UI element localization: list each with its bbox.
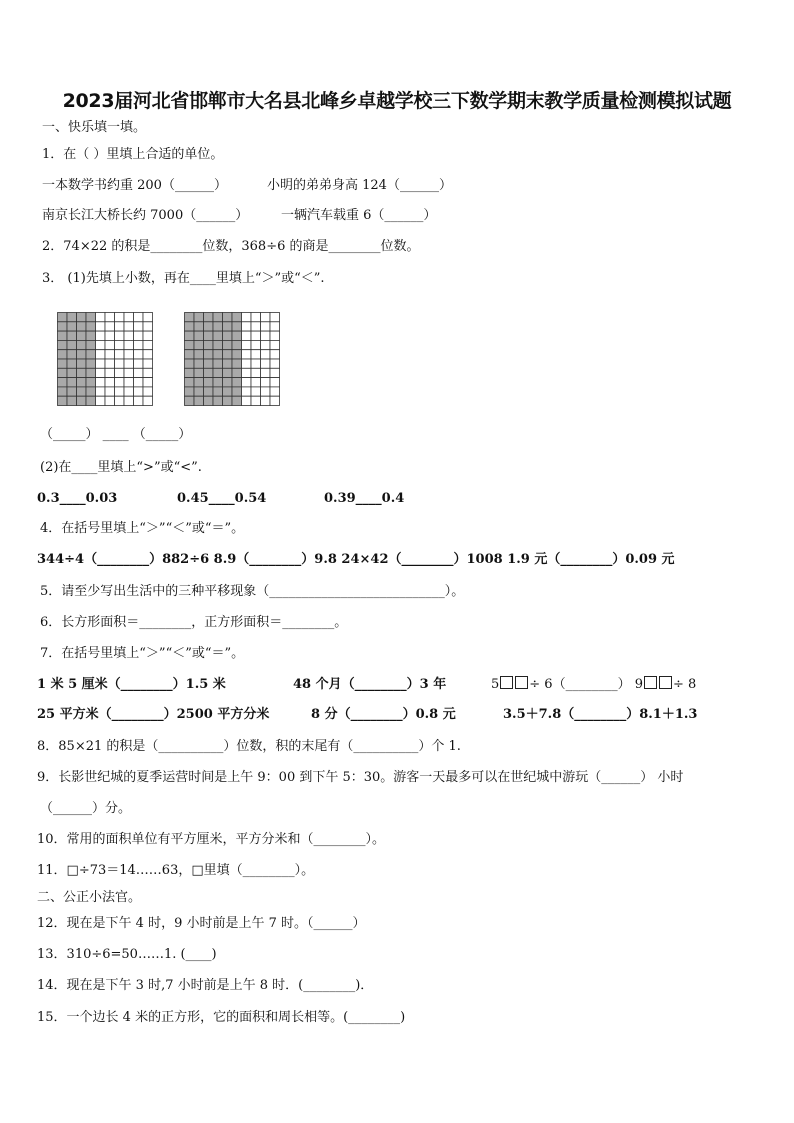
grid-cell (270, 340, 280, 349)
shaded-cell (58, 396, 68, 405)
shaded-cell (67, 378, 77, 387)
shaded-cell (204, 322, 214, 331)
shaded-cell (58, 387, 68, 396)
shaded-cell (67, 396, 77, 405)
shaded-cell (232, 313, 242, 322)
q7-dividend-prefix: 5 (491, 677, 500, 692)
grid-cell (115, 331, 125, 340)
grid-cell (124, 322, 134, 331)
shaded-cell (213, 350, 223, 359)
shaded-cell (194, 340, 204, 349)
shaded-cell (185, 340, 195, 349)
grid-cell (96, 396, 106, 405)
shaded-cell (232, 368, 242, 377)
grid-cell (242, 368, 252, 377)
shaded-cell (67, 387, 77, 396)
shaded-cell (185, 331, 195, 340)
grid-cell (261, 340, 271, 349)
grid-cell (105, 396, 115, 405)
shaded-cell (194, 387, 204, 396)
question-14: 14．现在是下午 3 时,7 小时前是上午 8 时．(________)． (37, 978, 374, 993)
shaded-cell (58, 340, 68, 349)
section-heading-1: 一、快乐填一填。 (42, 120, 147, 135)
question-5: 5．请至少写出生活中的三种平移现象（___________________________）。 (40, 584, 465, 599)
shaded-cell (213, 313, 223, 322)
question-7-item-3 (491, 676, 696, 694)
grid-cell (96, 331, 106, 340)
shaded-cell (86, 340, 96, 349)
grid-cell (270, 313, 280, 322)
shaded-cell (185, 387, 195, 396)
grid-cell (270, 331, 280, 340)
shaded-cell (204, 331, 214, 340)
shaded-cell (223, 359, 233, 368)
question-4: 4．在括号里填上“＞”“＜”或“＝”。 (40, 521, 245, 536)
question-7-item-2: 48 个月（________）3 年 (293, 677, 447, 692)
shaded-cell (58, 368, 68, 377)
grid-cell (134, 313, 144, 322)
grid-cell (270, 396, 280, 405)
shaded-cell (77, 359, 87, 368)
shaded-cell (77, 340, 87, 349)
grid-cell (134, 322, 144, 331)
shaded-cell (194, 359, 204, 368)
shaded-cell (185, 322, 195, 331)
shaded-cell (86, 313, 96, 322)
shaded-cell (232, 322, 242, 331)
shaded-cell (223, 396, 233, 405)
shaded-cell (77, 313, 87, 322)
grid-cell (261, 322, 271, 331)
shaded-cell (223, 378, 233, 387)
shaded-cell (194, 396, 204, 405)
shaded-cell (58, 359, 68, 368)
shaded-cell (86, 359, 96, 368)
shaded-cell (232, 378, 242, 387)
grid-cell (270, 359, 280, 368)
grid-cell (242, 359, 252, 368)
question-3-answer-blanks: （_____） ____ （_____） (40, 427, 192, 442)
blank-box-icon (500, 676, 513, 689)
grid-cell (96, 350, 106, 359)
grid-cell (134, 350, 144, 359)
grid-cell (242, 322, 252, 331)
shaded-cell (204, 387, 214, 396)
grid-cell (105, 313, 115, 322)
grid-cell (96, 313, 106, 322)
grid-cell (124, 313, 134, 322)
grid-cell (124, 378, 134, 387)
grid-cell (270, 368, 280, 377)
grid-cell (270, 350, 280, 359)
shaded-cell (194, 331, 204, 340)
grid-cell (134, 368, 144, 377)
grid-cell (105, 340, 115, 349)
grid-cell (251, 368, 261, 377)
shaded-cell (232, 340, 242, 349)
shaded-cell (77, 396, 87, 405)
grid-cell (96, 368, 106, 377)
question-7-item-1: 1 米 5 厘米（________）1.5 米 (37, 677, 226, 692)
shaded-cell (223, 350, 233, 359)
question-7-item-6: 3.5＋7.8（________）8.1＋1.3 (503, 707, 698, 722)
question-3-part-2: (2)在____里填上“>”或“<”. (40, 460, 202, 475)
question-4-items: 344÷4（________）882÷6 8.9（________）9.8 24×42（________）1008 1.9 元（________）0.09 元 (37, 552, 675, 567)
grid-cell (143, 368, 153, 377)
blank-box-icon (659, 676, 672, 689)
shaded-cell (86, 331, 96, 340)
shaded-cell (185, 396, 195, 405)
shaded-cell (86, 350, 96, 359)
shaded-cell (58, 378, 68, 387)
grid-cell (115, 396, 125, 405)
grid-cell (105, 322, 115, 331)
grid-cell (105, 359, 115, 368)
shaded-cell (67, 331, 77, 340)
shaded-cell (232, 350, 242, 359)
shaded-cell (67, 313, 77, 322)
shaded-cell (77, 368, 87, 377)
grid-cell (115, 313, 125, 322)
grid-cell (270, 387, 280, 396)
question-12: 12．现在是下午 4 时，9 小时前是上午 7 时。（______） (37, 916, 366, 931)
grid-cell (96, 322, 106, 331)
shaded-cell (204, 378, 214, 387)
grid-cell (242, 396, 252, 405)
grid-cell (134, 359, 144, 368)
shaded-cell (194, 378, 204, 387)
question-6: 6．长方形面积＝________，正方形面积＝________。 (40, 615, 348, 630)
grid-cell (115, 322, 125, 331)
grid-cell (261, 387, 271, 396)
question-2: 2．74×22 的积是________位数，368÷6 的商是________位数。 (42, 239, 420, 254)
grid-cell (251, 396, 261, 405)
shaded-cell (213, 387, 223, 396)
shaded-cell (194, 313, 204, 322)
shaded-cell (213, 378, 223, 387)
grid-cell (134, 331, 144, 340)
question-3-compare-1: 0.3____0.03 (37, 491, 118, 506)
grid-cell (134, 387, 144, 396)
shaded-cell (194, 322, 204, 331)
grid-cell (134, 378, 144, 387)
question-1-item-c: 南京长江大桥长约 7000（______） (42, 208, 249, 223)
grid-cell (124, 396, 134, 405)
grid-cell (115, 378, 125, 387)
hundred-grid-left (57, 312, 153, 406)
grid-cell (96, 378, 106, 387)
grid-cell (143, 340, 153, 349)
grid-cell (105, 387, 115, 396)
shaded-cell (213, 331, 223, 340)
shaded-cell (223, 322, 233, 331)
shaded-cell (204, 368, 214, 377)
grid-cell (251, 322, 261, 331)
question-7: 7．在括号里填上“＞”“＜”或“＝”。 (40, 646, 245, 661)
shaded-cell (86, 378, 96, 387)
grid-cell (242, 331, 252, 340)
grid-cell (96, 340, 106, 349)
grid-cell (124, 331, 134, 340)
shaded-cell (204, 313, 214, 322)
shaded-cell (223, 387, 233, 396)
grid-cell (143, 387, 153, 396)
grid-cell (261, 350, 271, 359)
grid-cell (124, 359, 134, 368)
grid-cell (143, 322, 153, 331)
question-7-item-4: 25 平方米（________）2500 平方分米 (37, 707, 270, 722)
grid-cell (124, 368, 134, 377)
question-9-line-2: （______）分。 (40, 801, 132, 816)
shaded-cell (213, 340, 223, 349)
blank-box-icon (644, 676, 657, 689)
shaded-cell (77, 378, 87, 387)
shaded-cell (77, 322, 87, 331)
shaded-cell (185, 350, 195, 359)
question-13: 13．310÷6=50……1. (____) (37, 947, 217, 962)
q7-divisor-suffix: ÷ 8 (672, 677, 697, 692)
grid-cell (115, 350, 125, 359)
grid-cell (143, 359, 153, 368)
grid-cell (134, 340, 144, 349)
shaded-cell (67, 350, 77, 359)
question-1-item-b: 小明的弟弟身高 124（______） (267, 178, 452, 193)
shaded-cell (232, 359, 242, 368)
grid-cell (261, 331, 271, 340)
page-title: 2023届河北省邯郸市大名县北峰乡卓越学校三下数学期末教学质量检测模拟试题 (62, 90, 732, 112)
shaded-cell (86, 387, 96, 396)
shaded-cell (67, 322, 77, 331)
shaded-cell (204, 396, 214, 405)
shaded-cell (194, 350, 204, 359)
grid-cell (270, 378, 280, 387)
grid-cell (124, 340, 134, 349)
grid-cell (105, 331, 115, 340)
question-11: 11．□÷73＝14……63，□里填（________）。 (37, 863, 315, 878)
question-15: 15．一个边长 4 米的正方形，它的面积和周长相等。(________) (37, 1010, 406, 1025)
q7-middle: ÷ 6（________） 9 (529, 677, 643, 692)
shaded-cell (77, 331, 87, 340)
grid-cell (251, 359, 261, 368)
shaded-cell (77, 387, 87, 396)
shaded-cell (58, 350, 68, 359)
question-1: 1．在（ ）里填上合适的单位。 (42, 147, 224, 162)
grid-cell (242, 340, 252, 349)
shaded-cell (67, 368, 77, 377)
grid-cell (105, 350, 115, 359)
grid-cell (261, 396, 271, 405)
question-3-compare-3: 0.39____0.4 (324, 491, 405, 506)
grid-cell (242, 387, 252, 396)
grid-cell (261, 378, 271, 387)
shaded-cell (58, 322, 68, 331)
question-7-item-5: 8 分（________）0.8 元 (311, 707, 456, 722)
grid-cell (242, 350, 252, 359)
shaded-cell (67, 340, 77, 349)
shaded-cell (204, 350, 214, 359)
grid-cell (251, 387, 261, 396)
grid-cell (105, 378, 115, 387)
grid-cell (105, 368, 115, 377)
shaded-cell (86, 368, 96, 377)
shaded-cell (213, 359, 223, 368)
grid-cell (143, 331, 153, 340)
shaded-cell (194, 368, 204, 377)
grid-cell (251, 378, 261, 387)
grid-cell (124, 387, 134, 396)
question-8: 8．85×21 的积是（__________）位数，积的末尾有（__________）个 1. (37, 739, 461, 754)
shaded-cell (77, 350, 87, 359)
question-9-line-1: 9．长影世纪城的夏季运营时间是上午 9：00 到下午 5：30。游客一天最多可以在世纪城中游玩（______） 小时 (37, 770, 684, 785)
grid-cell (115, 368, 125, 377)
shaded-cell (204, 340, 214, 349)
grid-cell (143, 350, 153, 359)
grid-cell (251, 331, 261, 340)
shaded-cell (213, 368, 223, 377)
grid-cell (261, 359, 271, 368)
question-1-item-a: 一本数学书约重 200（______） (42, 178, 227, 193)
grid-cell (143, 313, 153, 322)
shaded-cell (232, 331, 242, 340)
grid-cell (261, 368, 271, 377)
grid-cell (251, 340, 261, 349)
shaded-cell (232, 387, 242, 396)
grid-cell (115, 359, 125, 368)
shaded-cell (232, 396, 242, 405)
hundred-grid-right (184, 312, 280, 406)
grid-cell (115, 340, 125, 349)
shaded-cell (67, 359, 77, 368)
grid-cell (115, 387, 125, 396)
grid-cell (251, 350, 261, 359)
blank-box-icon (515, 676, 528, 689)
grid-cell (124, 350, 134, 359)
section-heading-2: 二、公正小法官。 (37, 890, 142, 905)
shaded-cell (185, 378, 195, 387)
question-10: 10．常用的面积单位有平方厘米，平方分米和（________）。 (37, 832, 386, 847)
shaded-cell (185, 313, 195, 322)
grid-cell (143, 396, 153, 405)
shaded-cell (185, 359, 195, 368)
question-1-item-d: 一辆汽车载重 6（______） (281, 208, 437, 223)
shaded-cell (58, 313, 68, 322)
question-3-compare-2: 0.45____0.54 (177, 491, 267, 506)
grid-cell (270, 322, 280, 331)
shaded-cell (223, 331, 233, 340)
grid-cell (96, 359, 106, 368)
grid-cell (242, 378, 252, 387)
shaded-cell (223, 340, 233, 349)
shaded-cell (185, 368, 195, 377)
shaded-cell (204, 359, 214, 368)
shaded-cell (223, 313, 233, 322)
grid-cell (251, 313, 261, 322)
shaded-cell (213, 396, 223, 405)
shaded-cell (86, 396, 96, 405)
grid-cell (143, 378, 153, 387)
grid-cell (242, 313, 252, 322)
grid-cell (96, 387, 106, 396)
shaded-cell (223, 368, 233, 377)
question-3: 3． (1)先填上小数，再在____里填上“＞”或“＜”. (42, 271, 325, 286)
shaded-cell (213, 322, 223, 331)
grid-cell (261, 313, 271, 322)
shaded-cell (86, 322, 96, 331)
shaded-cell (58, 331, 68, 340)
grid-cell (134, 396, 144, 405)
